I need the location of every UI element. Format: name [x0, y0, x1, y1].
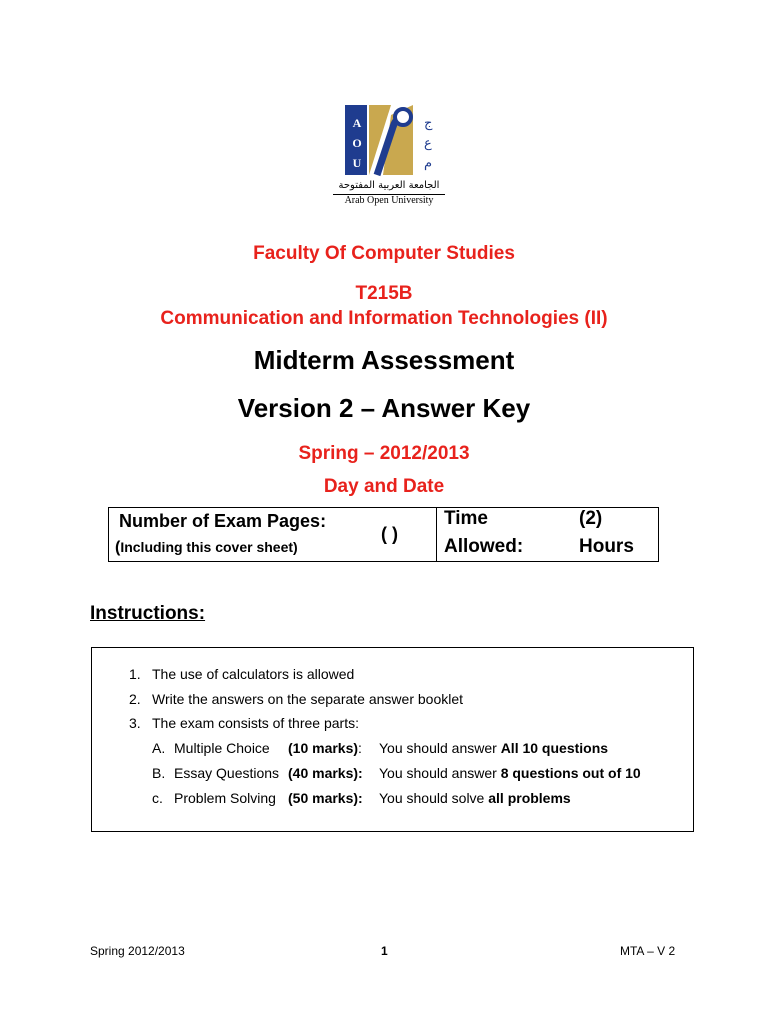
exam-pages-label: Number of Exam Pages: [119, 511, 327, 531]
list-item: The exam consists of three parts: [152, 715, 359, 731]
logo-english-name: Arab Open University [333, 194, 445, 207]
svg-text:ع: ع [424, 135, 432, 150]
instructions-box [91, 647, 694, 832]
part-instruction [379, 790, 571, 806]
instructions-heading: Instructions: [90, 603, 206, 624]
part-instruction-emphasis: All 10 questions [500, 740, 609, 756]
part-instruction-text: You should answer [379, 740, 501, 756]
footer-exam-code: MTA – V 2 [620, 944, 676, 958]
table-divider [436, 508, 437, 561]
hours-label: Hours [579, 536, 634, 557]
svg-text:ج: ج [424, 115, 433, 130]
part-name: Multiple Choice [174, 740, 270, 756]
part-instruction [379, 765, 641, 781]
exam-pages-note-text: Including this cover sheet) [120, 539, 298, 555]
part-name: Essay Questions [174, 765, 280, 781]
list-item-number: 2. [129, 691, 141, 707]
part-instruction [379, 740, 608, 756]
exam-pages-note [115, 539, 298, 557]
list-item: Write the answers on the separate answer booklet [152, 691, 464, 707]
list-item-number: 1. [129, 666, 141, 682]
part-letter: A. [152, 740, 166, 756]
part-marks: (40 marks): [288, 765, 363, 781]
list-item-number: 3. [129, 715, 141, 731]
part-marks [288, 740, 362, 756]
exam-version: Version 2 – Answer Key [237, 393, 531, 423]
paren-open: ( [115, 539, 121, 556]
part-marks-value: (10 marks) [288, 740, 359, 756]
exam-pages-value: ( ) [381, 524, 398, 544]
logo-arabic-name: الجامعة العربية المفتوحة [338, 180, 440, 191]
time-value: (2) [579, 508, 603, 529]
list-item: The use of calculators is allowed [152, 666, 355, 682]
part-instruction-text: You should solve [379, 790, 489, 806]
part-instruction-emphasis: 8 questions out of 10 [500, 765, 641, 781]
logo-letters [347, 113, 367, 173]
allowed-label: Allowed: [444, 536, 524, 557]
course-code: T215B [355, 283, 413, 304]
semester: Spring – 2012/2013 [298, 443, 470, 464]
exam-title: Midterm Assessment [253, 345, 515, 375]
part-letter: c. [152, 790, 163, 806]
svg-text:م: م [424, 155, 433, 170]
course-name: Communication and Information Technologies (II) [160, 308, 608, 329]
part-letter: B. [152, 765, 166, 781]
university-logo [333, 105, 445, 210]
footer-semester: Spring 2012/2013 [90, 944, 185, 958]
logo-letter-u: U [352, 156, 362, 170]
part-name: Problem Solving [174, 790, 276, 806]
time-label: Time [444, 508, 489, 529]
part-colon: : [358, 740, 362, 756]
part-marks: (50 marks): [288, 790, 363, 806]
exam-info-table [108, 507, 659, 562]
logo-letter-a: A [352, 116, 362, 130]
footer-page-number: 1 [381, 944, 388, 958]
part-instruction-text: You should answer [379, 765, 501, 781]
faculty-title: Faculty Of Computer Studies [253, 243, 515, 264]
logo-letter-o: O [352, 136, 362, 150]
part-instruction-emphasis: all problems [488, 790, 571, 806]
day-and-date: Day and Date [323, 476, 445, 497]
